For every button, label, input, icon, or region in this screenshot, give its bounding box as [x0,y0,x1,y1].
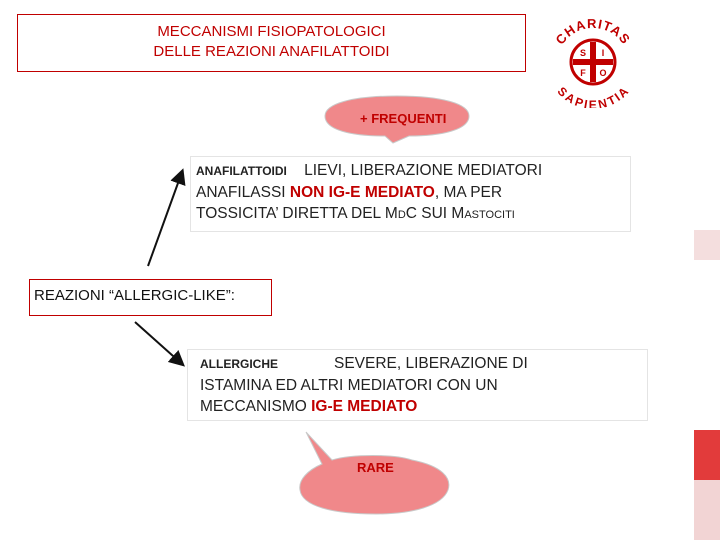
title-line-2: DELLE REAZIONI ANAFILATTOIDI [153,43,390,60]
logo-letter-f: F [580,68,586,78]
anafilattoidi-heading: ANAFILATTOIDI [196,164,287,178]
title-box [17,14,526,72]
charitas-sapientia-logo [543,12,643,108]
allergiche-line3-a: MECCANISMO [200,398,312,415]
frequent-callout-label: + FREQUENTI [360,111,447,126]
non-ige-mediato-highlight: NON IG-E MEDIATO [289,184,435,201]
allergiche-line2: ISTAMINA ED ALTRI MEDIATORI CON UN [200,377,498,394]
rare-callout-label: RARE [357,460,394,475]
logo-bottom-text: SAPIENTIA [554,84,632,108]
anafilattoidi-line3-sc1: D [397,209,406,221]
logo-letter-o: O [599,68,607,78]
anafilattoidi-line3-b: C SUI M [405,205,465,222]
title-line-1: MECCANISMI FISIOPATOLOGICI [157,23,386,40]
allergiche-lead: SEVERE, LIBERAZIONE DI [333,355,528,372]
reazioni-allergic-like-label: REAZIONI “ALLERGIC-LIKE”: [34,287,235,304]
logo-letter-i: I [601,48,605,58]
anafilattoidi-line3-sc2: ASTOCITI [464,209,515,221]
anafilattoidi-text [196,160,636,226]
anafilattoidi-line2-a: ANAFILASSI [196,184,290,201]
allergiche-text [200,353,640,417]
ige-mediato-highlight: IG-E MEDIATO [311,398,418,415]
anafilattoidi-line3-a: TOSSICITA’ DIRETTA DEL M [196,205,398,222]
logo-letter-s: S [579,48,587,58]
allergiche-heading: ALLERGICHE [200,357,278,371]
anafilattoidi-line2-b: , MA PER [434,184,503,201]
arrow-to-anafilattoidi [148,172,182,266]
rare-callout-shape [292,430,454,520]
right-decorative-stripe [694,0,720,540]
logo-top-text: CHARITAS [552,15,634,48]
anafilattoidi-lead: LIEVI, LIBERAZIONE MEDIATORI [304,162,543,179]
arrow-to-allergiche [135,322,182,364]
